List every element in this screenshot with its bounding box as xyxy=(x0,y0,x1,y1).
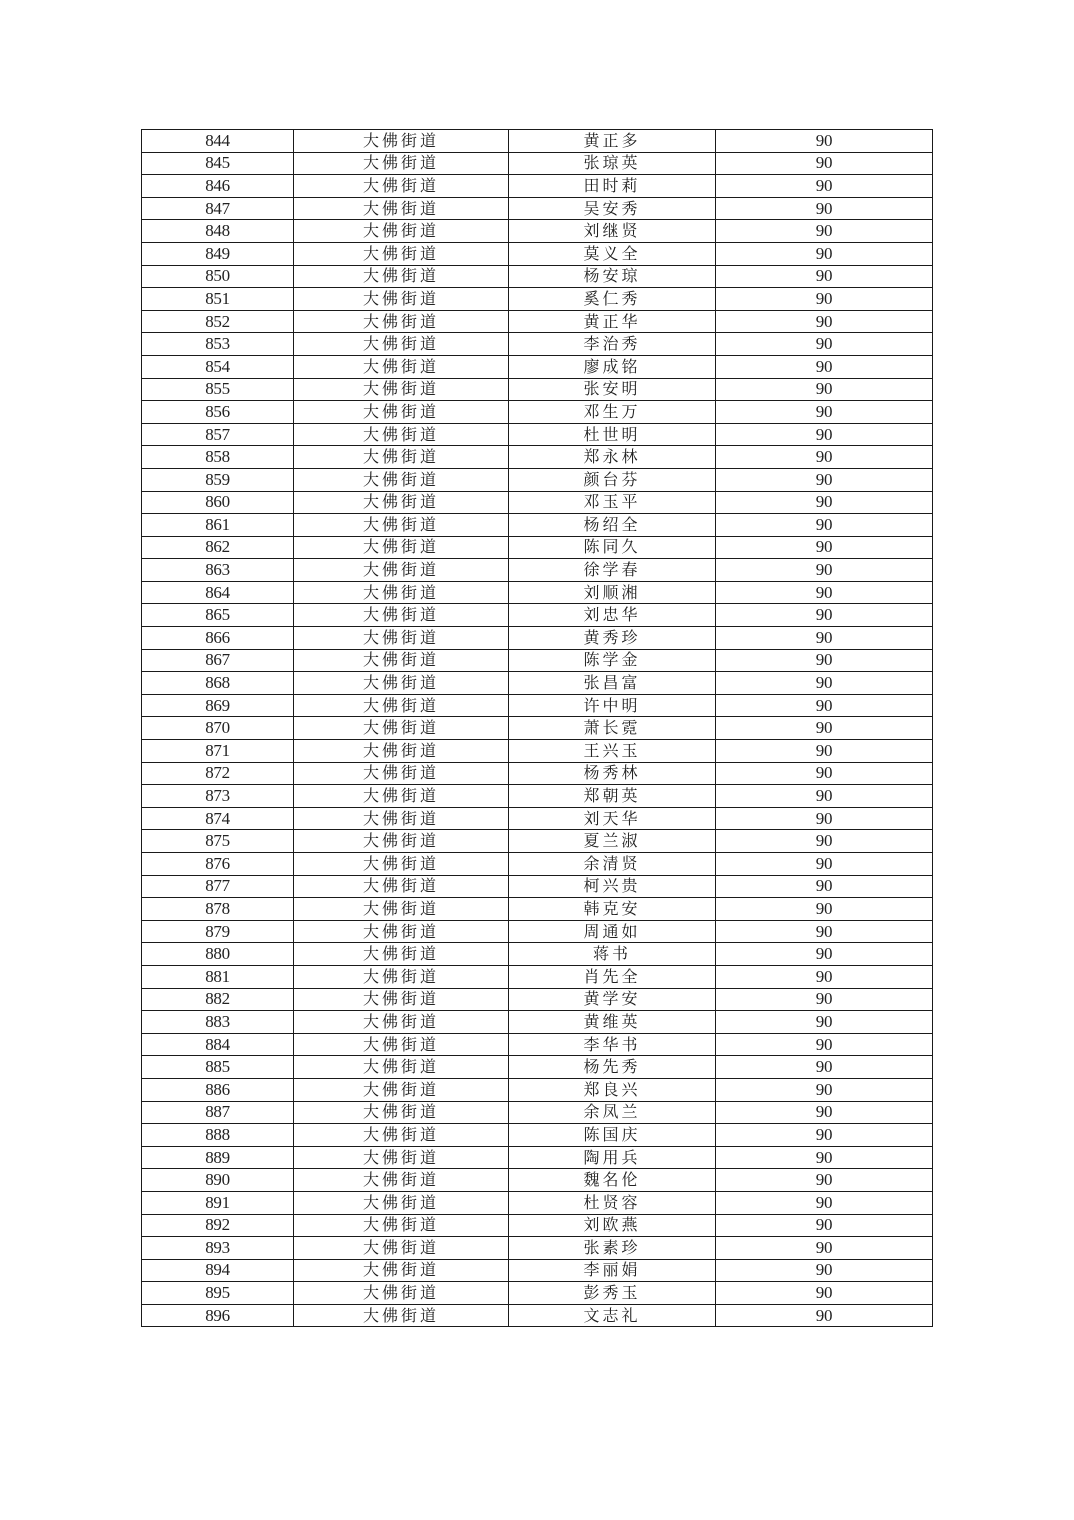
street-cell: 大佛街道 xyxy=(294,355,509,378)
score-cell: 90 xyxy=(716,197,933,220)
name-cell: 郑朝英 xyxy=(509,785,716,808)
row-number-cell: 894 xyxy=(142,1259,294,1282)
row-number-cell: 858 xyxy=(142,446,294,469)
score-cell: 90 xyxy=(716,333,933,356)
name-cell: 杨绍全 xyxy=(509,514,716,537)
name-cell: 吴安秀 xyxy=(509,197,716,220)
score-cell: 90 xyxy=(716,1056,933,1079)
street-cell: 大佛街道 xyxy=(294,1124,509,1147)
street-cell: 大佛街道 xyxy=(294,920,509,943)
table-row xyxy=(142,1191,933,1214)
name-cell: 张素珍 xyxy=(509,1237,716,1260)
table-row xyxy=(142,220,933,243)
row-number-cell: 882 xyxy=(142,988,294,1011)
row-number-cell: 868 xyxy=(142,672,294,695)
name-cell: 陶用兵 xyxy=(509,1146,716,1169)
name-cell: 杨安琼 xyxy=(509,265,716,288)
score-cell: 90 xyxy=(716,1124,933,1147)
score-cell: 90 xyxy=(716,559,933,582)
score-cell: 90 xyxy=(716,378,933,401)
row-number-cell: 880 xyxy=(142,943,294,966)
street-cell: 大佛街道 xyxy=(294,672,509,695)
street-cell: 大佛街道 xyxy=(294,694,509,717)
score-cell: 90 xyxy=(716,943,933,966)
row-number-cell: 853 xyxy=(142,333,294,356)
street-cell: 大佛街道 xyxy=(294,175,509,198)
row-number-cell: 881 xyxy=(142,965,294,988)
row-number-cell: 896 xyxy=(142,1304,294,1327)
street-cell: 大佛街道 xyxy=(294,1282,509,1305)
score-cell: 90 xyxy=(716,288,933,311)
table-row xyxy=(142,333,933,356)
row-number-cell: 889 xyxy=(142,1146,294,1169)
name-cell: 田时莉 xyxy=(509,175,716,198)
table-row xyxy=(142,762,933,785)
table-row xyxy=(142,378,933,401)
table-row xyxy=(142,152,933,175)
row-number-cell: 844 xyxy=(142,130,294,153)
name-cell: 周通如 xyxy=(509,920,716,943)
street-cell: 大佛街道 xyxy=(294,807,509,830)
score-cell: 90 xyxy=(716,627,933,650)
row-number-cell: 872 xyxy=(142,762,294,785)
name-cell: 刘顺湘 xyxy=(509,581,716,604)
row-number-cell: 862 xyxy=(142,536,294,559)
name-cell: 余凤兰 xyxy=(509,1101,716,1124)
table-row xyxy=(142,1214,933,1237)
table-row xyxy=(142,559,933,582)
name-cell: 魏名伦 xyxy=(509,1169,716,1192)
row-number-cell: 859 xyxy=(142,468,294,491)
street-cell: 大佛街道 xyxy=(294,965,509,988)
name-cell: 萧长霓 xyxy=(509,717,716,740)
row-number-cell: 861 xyxy=(142,514,294,537)
table-row xyxy=(142,242,933,265)
table-row xyxy=(142,491,933,514)
row-number-cell: 846 xyxy=(142,175,294,198)
score-cell: 90 xyxy=(716,875,933,898)
table-row xyxy=(142,1011,933,1034)
row-number-cell: 864 xyxy=(142,581,294,604)
name-cell: 张昌富 xyxy=(509,672,716,695)
name-cell: 杨先秀 xyxy=(509,1056,716,1079)
street-cell: 大佛街道 xyxy=(294,401,509,424)
street-cell: 大佛街道 xyxy=(294,242,509,265)
roster-table-body xyxy=(142,130,933,1327)
table-row xyxy=(142,1259,933,1282)
row-number-cell: 863 xyxy=(142,559,294,582)
score-cell: 90 xyxy=(716,355,933,378)
name-cell: 刘天华 xyxy=(509,807,716,830)
name-cell: 奚仁秀 xyxy=(509,288,716,311)
score-cell: 90 xyxy=(716,514,933,537)
table-row xyxy=(142,898,933,921)
street-cell: 大佛街道 xyxy=(294,288,509,311)
name-cell: 彭秀玉 xyxy=(509,1282,716,1305)
name-cell: 邓生万 xyxy=(509,401,716,424)
street-cell: 大佛街道 xyxy=(294,853,509,876)
table-row xyxy=(142,1078,933,1101)
row-number-cell: 874 xyxy=(142,807,294,830)
street-cell: 大佛街道 xyxy=(294,152,509,175)
street-cell: 大佛街道 xyxy=(294,988,509,1011)
street-cell: 大佛街道 xyxy=(294,649,509,672)
street-cell: 大佛街道 xyxy=(294,762,509,785)
name-cell: 许中明 xyxy=(509,694,716,717)
name-cell: 李丽娟 xyxy=(509,1259,716,1282)
table-row xyxy=(142,830,933,853)
street-cell: 大佛街道 xyxy=(294,378,509,401)
table-row xyxy=(142,581,933,604)
street-cell: 大佛街道 xyxy=(294,581,509,604)
table-row xyxy=(142,423,933,446)
score-cell: 90 xyxy=(716,762,933,785)
score-cell: 90 xyxy=(716,717,933,740)
name-cell: 黄正多 xyxy=(509,130,716,153)
table-row xyxy=(142,853,933,876)
score-cell: 90 xyxy=(716,536,933,559)
name-cell: 黄正华 xyxy=(509,310,716,333)
name-cell: 杜世明 xyxy=(509,423,716,446)
row-number-cell: 860 xyxy=(142,491,294,514)
table-row xyxy=(142,1169,933,1192)
name-cell: 刘欧燕 xyxy=(509,1214,716,1237)
row-number-cell: 879 xyxy=(142,920,294,943)
street-cell: 大佛街道 xyxy=(294,1214,509,1237)
row-number-cell: 890 xyxy=(142,1169,294,1192)
table-row xyxy=(142,943,933,966)
score-cell: 90 xyxy=(716,1214,933,1237)
score-cell: 90 xyxy=(716,1033,933,1056)
table-row xyxy=(142,920,933,943)
row-number-cell: 851 xyxy=(142,288,294,311)
score-cell: 90 xyxy=(716,853,933,876)
score-cell: 90 xyxy=(716,649,933,672)
street-cell: 大佛街道 xyxy=(294,875,509,898)
row-number-cell: 892 xyxy=(142,1214,294,1237)
name-cell: 邓玉平 xyxy=(509,491,716,514)
score-cell: 90 xyxy=(716,672,933,695)
table-row xyxy=(142,355,933,378)
street-cell: 大佛街道 xyxy=(294,1056,509,1079)
name-cell: 王兴玉 xyxy=(509,740,716,763)
name-cell: 黄维英 xyxy=(509,1011,716,1034)
row-number-cell: 870 xyxy=(142,717,294,740)
score-cell: 90 xyxy=(716,694,933,717)
score-cell: 90 xyxy=(716,152,933,175)
name-cell: 肖先全 xyxy=(509,965,716,988)
row-number-cell: 886 xyxy=(142,1078,294,1101)
name-cell: 张安明 xyxy=(509,378,716,401)
score-cell: 90 xyxy=(716,265,933,288)
street-cell: 大佛街道 xyxy=(294,1011,509,1034)
row-number-cell: 876 xyxy=(142,853,294,876)
row-number-cell: 847 xyxy=(142,197,294,220)
score-cell: 90 xyxy=(716,175,933,198)
table-row xyxy=(142,988,933,1011)
table-row xyxy=(142,807,933,830)
row-number-cell: 845 xyxy=(142,152,294,175)
table-row xyxy=(142,740,933,763)
row-number-cell: 875 xyxy=(142,830,294,853)
street-cell: 大佛街道 xyxy=(294,785,509,808)
score-cell: 90 xyxy=(716,604,933,627)
street-cell: 大佛街道 xyxy=(294,333,509,356)
row-number-cell: 873 xyxy=(142,785,294,808)
row-number-cell: 856 xyxy=(142,401,294,424)
score-cell: 90 xyxy=(716,1146,933,1169)
table-row xyxy=(142,1282,933,1305)
table-row xyxy=(142,197,933,220)
row-number-cell: 883 xyxy=(142,1011,294,1034)
street-cell: 大佛街道 xyxy=(294,740,509,763)
name-cell: 陈同久 xyxy=(509,536,716,559)
table-row xyxy=(142,401,933,424)
table-row xyxy=(142,965,933,988)
score-cell: 90 xyxy=(716,785,933,808)
score-cell: 90 xyxy=(716,220,933,243)
street-cell: 大佛街道 xyxy=(294,1101,509,1124)
street-cell: 大佛街道 xyxy=(294,627,509,650)
row-number-cell: 871 xyxy=(142,740,294,763)
street-cell: 大佛街道 xyxy=(294,310,509,333)
score-cell: 90 xyxy=(716,242,933,265)
table-row xyxy=(142,536,933,559)
table-row xyxy=(142,672,933,695)
street-cell: 大佛街道 xyxy=(294,717,509,740)
table-row xyxy=(142,310,933,333)
score-cell: 90 xyxy=(716,807,933,830)
table-row xyxy=(142,288,933,311)
table-row xyxy=(142,717,933,740)
name-cell: 刘忠华 xyxy=(509,604,716,627)
street-cell: 大佛街道 xyxy=(294,1237,509,1260)
score-cell: 90 xyxy=(716,920,933,943)
score-cell: 90 xyxy=(716,446,933,469)
score-cell: 90 xyxy=(716,1101,933,1124)
row-number-cell: 852 xyxy=(142,310,294,333)
street-cell: 大佛街道 xyxy=(294,1191,509,1214)
row-number-cell: 884 xyxy=(142,1033,294,1056)
street-cell: 大佛街道 xyxy=(294,1033,509,1056)
table-row xyxy=(142,1146,933,1169)
name-cell: 陈学金 xyxy=(509,649,716,672)
row-number-cell: 867 xyxy=(142,649,294,672)
table-row xyxy=(142,446,933,469)
table-row xyxy=(142,468,933,491)
name-cell: 蒋书 xyxy=(509,943,716,966)
table-row xyxy=(142,627,933,650)
row-number-cell: 854 xyxy=(142,355,294,378)
table-row xyxy=(142,265,933,288)
score-cell: 90 xyxy=(716,1078,933,1101)
score-cell: 90 xyxy=(716,1237,933,1260)
table-row xyxy=(142,1237,933,1260)
street-cell: 大佛街道 xyxy=(294,1304,509,1327)
score-cell: 90 xyxy=(716,1282,933,1305)
name-cell: 文志礼 xyxy=(509,1304,716,1327)
score-cell: 90 xyxy=(716,491,933,514)
row-number-cell: 865 xyxy=(142,604,294,627)
row-number-cell: 848 xyxy=(142,220,294,243)
name-cell: 夏兰淑 xyxy=(509,830,716,853)
name-cell: 颜台芬 xyxy=(509,468,716,491)
score-cell: 90 xyxy=(716,310,933,333)
table-row xyxy=(142,694,933,717)
score-cell: 90 xyxy=(716,581,933,604)
row-number-cell: 849 xyxy=(142,242,294,265)
name-cell: 郑良兴 xyxy=(509,1078,716,1101)
score-cell: 90 xyxy=(716,830,933,853)
table-row xyxy=(142,785,933,808)
street-cell: 大佛街道 xyxy=(294,1146,509,1169)
name-cell: 刘继贤 xyxy=(509,220,716,243)
table-row xyxy=(142,1056,933,1079)
table-row xyxy=(142,130,933,153)
street-cell: 大佛街道 xyxy=(294,446,509,469)
score-cell: 90 xyxy=(716,898,933,921)
street-cell: 大佛街道 xyxy=(294,830,509,853)
table-row xyxy=(142,1124,933,1147)
row-number-cell: 893 xyxy=(142,1237,294,1260)
score-cell: 90 xyxy=(716,965,933,988)
street-cell: 大佛街道 xyxy=(294,1169,509,1192)
name-cell: 郑永林 xyxy=(509,446,716,469)
row-number-cell: 885 xyxy=(142,1056,294,1079)
table-row xyxy=(142,514,933,537)
name-cell: 杜贤容 xyxy=(509,1191,716,1214)
street-cell: 大佛街道 xyxy=(294,130,509,153)
table-row xyxy=(142,604,933,627)
row-number-cell: 888 xyxy=(142,1124,294,1147)
name-cell: 黄学安 xyxy=(509,988,716,1011)
score-cell: 90 xyxy=(716,1259,933,1282)
street-cell: 大佛街道 xyxy=(294,559,509,582)
table-row xyxy=(142,175,933,198)
score-cell: 90 xyxy=(716,988,933,1011)
name-cell: 陈国庆 xyxy=(509,1124,716,1147)
name-cell: 李华书 xyxy=(509,1033,716,1056)
street-cell: 大佛街道 xyxy=(294,491,509,514)
row-number-cell: 887 xyxy=(142,1101,294,1124)
score-cell: 90 xyxy=(716,423,933,446)
street-cell: 大佛街道 xyxy=(294,468,509,491)
street-cell: 大佛街道 xyxy=(294,197,509,220)
name-cell: 莫义全 xyxy=(509,242,716,265)
row-number-cell: 857 xyxy=(142,423,294,446)
row-number-cell: 869 xyxy=(142,694,294,717)
name-cell: 廖成铭 xyxy=(509,355,716,378)
name-cell: 杨秀林 xyxy=(509,762,716,785)
score-cell: 90 xyxy=(716,1011,933,1034)
score-cell: 90 xyxy=(716,468,933,491)
row-number-cell: 877 xyxy=(142,875,294,898)
name-cell: 黄秀珍 xyxy=(509,627,716,650)
score-cell: 90 xyxy=(716,1304,933,1327)
street-cell: 大佛街道 xyxy=(294,423,509,446)
street-cell: 大佛街道 xyxy=(294,514,509,537)
score-cell: 90 xyxy=(716,401,933,424)
score-cell: 90 xyxy=(716,1169,933,1192)
street-cell: 大佛街道 xyxy=(294,1259,509,1282)
table-row xyxy=(142,649,933,672)
name-cell: 李治秀 xyxy=(509,333,716,356)
score-cell: 90 xyxy=(716,130,933,153)
street-cell: 大佛街道 xyxy=(294,943,509,966)
street-cell: 大佛街道 xyxy=(294,536,509,559)
street-cell: 大佛街道 xyxy=(294,604,509,627)
name-cell: 韩克安 xyxy=(509,898,716,921)
row-number-cell: 855 xyxy=(142,378,294,401)
name-cell: 张琼英 xyxy=(509,152,716,175)
row-number-cell: 895 xyxy=(142,1282,294,1305)
table-row xyxy=(142,1033,933,1056)
table-row xyxy=(142,875,933,898)
street-cell: 大佛街道 xyxy=(294,1078,509,1101)
score-cell: 90 xyxy=(716,740,933,763)
table-row xyxy=(142,1304,933,1327)
score-cell: 90 xyxy=(716,1191,933,1214)
row-number-cell: 878 xyxy=(142,898,294,921)
street-cell: 大佛街道 xyxy=(294,898,509,921)
name-cell: 柯兴贵 xyxy=(509,875,716,898)
street-cell: 大佛街道 xyxy=(294,265,509,288)
name-cell: 徐学春 xyxy=(509,559,716,582)
street-cell: 大佛街道 xyxy=(294,220,509,243)
roster-table xyxy=(141,129,933,1327)
row-number-cell: 850 xyxy=(142,265,294,288)
row-number-cell: 866 xyxy=(142,627,294,650)
row-number-cell: 891 xyxy=(142,1191,294,1214)
table-row xyxy=(142,1101,933,1124)
name-cell: 余清贤 xyxy=(509,853,716,876)
